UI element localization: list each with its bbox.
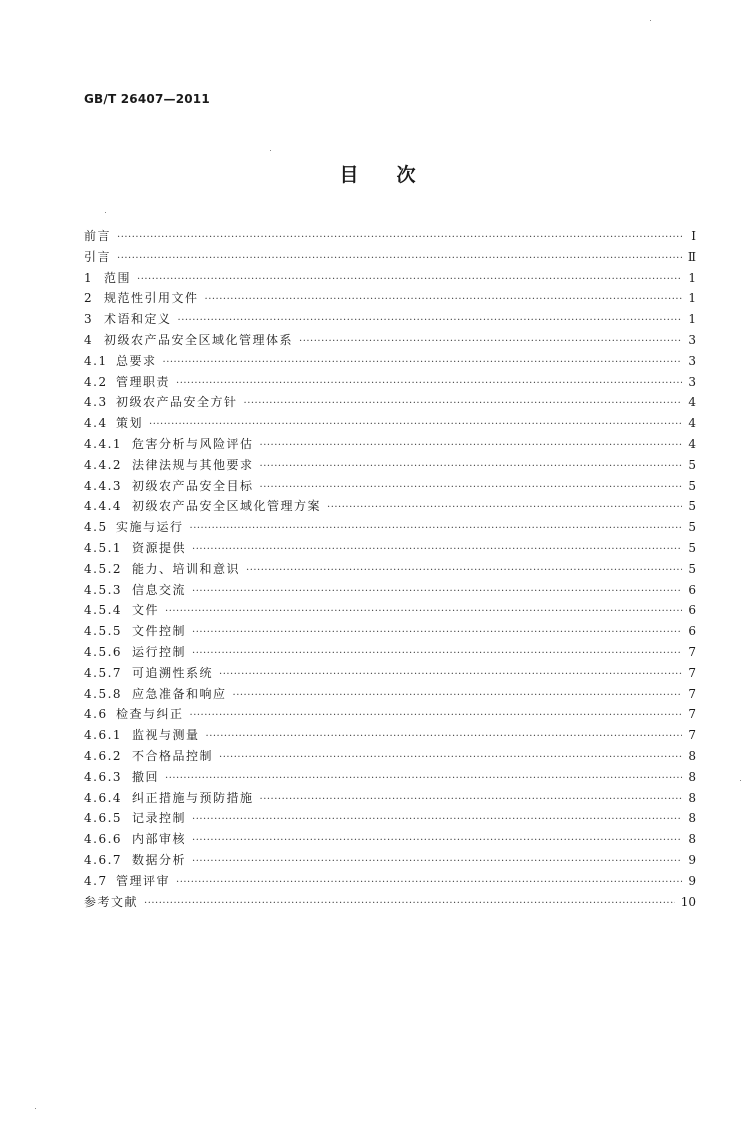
toc-entry-label: 监视与测量 [132,728,200,743]
toc-entry [84,351,696,372]
toc-entry-number: 4.5.1 [84,540,123,555]
dot-leader [176,374,682,395]
toc-entry-label: 不合格品控制 [132,748,214,763]
toc-entry-label: 能力、培训和意识 [132,561,241,576]
toc-entry [84,309,696,330]
toc-entry-number: 2 [84,291,94,306]
toc-entry [84,372,696,393]
toc-entry-page: 7 [688,707,696,722]
dot-leader [144,894,675,915]
toc-entry-number: 4.5.4 [84,603,123,618]
toc-entry-label: 法律法规与其他要求 [132,457,254,472]
dot-leader [233,686,682,707]
table-of-contents [84,226,696,912]
toc-entry-label: 文件 [132,603,160,618]
toc-entry [84,455,696,476]
toc-entry-label: 危害分析与风险评估 [132,436,254,451]
dot-leader [192,831,682,852]
toc-entry [84,226,696,247]
scan-speck [35,1108,36,1109]
dot-leader [178,311,682,332]
toc-entry-page: 5 [688,478,696,493]
toc-entry-number: 4.6.5 [84,811,123,826]
toc-entry [84,892,696,913]
toc-entry-page: 9 [688,873,696,888]
toc-entry-label: 撤回 [132,769,160,784]
dot-leader [192,623,682,644]
toc-entry-label: 术语和定义 [104,312,172,327]
dot-leader [260,478,682,499]
dot-leader [149,415,682,436]
toc-entry-number: 4 [84,332,94,347]
toc-entry [84,704,696,725]
toc-entry-page: 5 [688,457,696,472]
toc-entry-label: 参考文献 [84,894,139,909]
toc-entry-label: 规范性引用文件 [104,291,199,306]
toc-entry-number: 3 [84,312,94,327]
toc-entry-label: 资源提供 [132,540,187,555]
dot-leader [219,665,682,686]
toc-entry [84,434,696,455]
toc-entry-page: Ⅰ [691,229,696,243]
toc-entry [84,288,696,309]
toc-entry-label: 管理职责 [116,374,171,389]
toc-entry-number: 4.6.3 [84,769,123,784]
dot-leader [260,457,682,478]
dot-leader [192,852,682,873]
toc-entry-number: 4.5.7 [84,665,123,680]
toc-entry [84,538,696,559]
toc-entry-page: 3 [688,332,696,347]
toc-entry-label: 数据分析 [132,852,187,867]
toc-entry [84,247,696,268]
toc-entry-page: 5 [688,540,696,555]
toc-entry-page: 6 [688,582,696,597]
toc-entry-page: 7 [688,644,696,659]
toc-entry [84,392,696,413]
toc-entry [84,829,696,850]
toc-entry-page: 7 [688,686,696,701]
toc-entry-page: 8 [688,790,696,805]
toc-entry-page: 1 [688,291,696,306]
toc-entry [84,517,696,538]
toc-entry-label: 可追溯性系统 [132,665,214,680]
toc-entry [84,580,696,601]
toc-entry-label: 管理评审 [116,873,171,888]
toc-entry-number: 4.2 [84,374,108,389]
toc-entry-label: 内部审核 [132,832,187,847]
toc-entry-number: 4.5.2 [84,561,123,576]
toc-entry [84,871,696,892]
toc-entry-page: 3 [688,353,696,368]
toc-entry [84,496,696,517]
dot-leader [163,353,682,374]
dot-leader [206,727,682,748]
toc-entry-page: 10 [680,894,696,909]
toc-entry [84,642,696,663]
toc-entry-label: 范围 [104,270,132,285]
toc-entry-page: 8 [688,769,696,784]
scan-speck [650,20,651,21]
toc-entry-number: 4.6 [84,707,108,722]
toc-entry-page: 5 [688,520,696,535]
toc-entry-number: 4.4.4 [84,499,123,514]
dot-leader [192,540,682,561]
dot-leader [246,561,682,582]
toc-entry-label: 文件控制 [132,624,187,639]
standard-code: GB/T 26407—2011 [84,92,210,106]
toc-entry-number: 4.3 [84,395,108,410]
toc-entry-page: 1 [688,270,696,285]
toc-entry [84,330,696,351]
dot-leader [165,602,682,623]
toc-entry-label: 引言 [84,249,112,264]
toc-entry-label: 前言 [84,229,112,243]
page-title: 目次 [339,164,454,186]
toc-entry-page: Ⅱ [687,249,696,264]
dot-leader [299,332,682,353]
toc-entry-number: 4.6.2 [84,748,123,763]
dot-leader [165,769,682,790]
toc-entry-page: 5 [688,499,696,514]
dot-leader [176,873,682,894]
toc-entry [84,621,696,642]
toc-entry [84,268,696,289]
toc-entry-label: 信息交流 [132,582,187,597]
toc-entry-number: 4.5.6 [84,644,123,659]
dot-leader [244,394,682,415]
dot-leader [205,290,682,311]
toc-entry-number: 4.1 [84,353,108,368]
toc-entry-page: 8 [688,748,696,763]
toc-entry-label: 初级农产品安全区域化管理体系 [104,332,294,347]
toc-entry-label: 策划 [116,416,144,431]
toc-entry-page: 4 [688,436,696,451]
dot-leader [117,228,682,249]
toc-entry-page: 3 [688,374,696,389]
toc-entry-page: 7 [688,728,696,743]
toc-entry-number: 4.5 [84,520,108,535]
toc-entry-page: 8 [688,811,696,826]
toc-entry [84,476,696,497]
toc-entry-page: 6 [688,603,696,618]
toc-entry [84,725,696,746]
toc-entry [84,559,696,580]
dot-leader [260,436,682,457]
toc-entry-label: 初级农产品安全区域化管理方案 [132,499,322,514]
toc-entry-label: 应急准备和响应 [132,686,227,701]
toc-entry-page: 7 [688,665,696,680]
dot-leader [192,644,682,665]
toc-entry-number: 4.6.6 [84,832,123,847]
toc-entry [84,663,696,684]
toc-entry-number: 1 [84,270,94,285]
dot-leader [260,790,682,811]
toc-entry-page: 4 [688,416,696,431]
dot-leader [327,498,682,519]
dot-leader [190,519,682,540]
toc-entry [84,808,696,829]
toc-entry-number: 4.6.1 [84,728,123,743]
toc-entry-label: 初级农产品安全方针 [116,395,238,410]
toc-entry [84,788,696,809]
toc-entry [84,684,696,705]
toc-entry-page: 5 [688,561,696,576]
dot-leader [192,810,682,831]
dot-leader [192,582,682,603]
scan-speck [740,780,741,781]
dot-leader [190,706,682,727]
toc-entry-number: 4.4.2 [84,457,123,472]
dot-leader [117,249,682,270]
toc-entry-number: 4.6.7 [84,852,123,867]
toc-entry-page: 4 [688,395,696,410]
toc-entry-label: 总要求 [116,353,157,368]
toc-entry [84,600,696,621]
toc-entry-page: 6 [688,624,696,639]
toc-entry-label: 实施与运行 [116,520,184,535]
toc-entry-number: 4.6.4 [84,790,123,805]
toc-entry-number: 4.5.3 [84,582,123,597]
toc-entry-label: 初级农产品安全目标 [132,478,254,493]
scan-speck [105,212,106,213]
toc-entry-label: 运行控制 [132,644,187,659]
toc-entry [84,746,696,767]
dot-leader [219,748,682,769]
toc-entry-number: 4.4 [84,416,108,431]
dot-leader [137,270,682,291]
toc-entry-label: 纠正措施与预防措施 [132,790,254,805]
toc-entry-number: 4.5.8 [84,686,123,701]
toc-entry-number: 4.4.3 [84,478,123,493]
toc-entry-number: 4.4.1 [84,436,123,451]
toc-entry [84,767,696,788]
toc-entry-page: 1 [688,312,696,327]
toc-entry-label: 检查与纠正 [116,707,184,722]
toc-entry-number: 4.7 [84,873,108,888]
toc-entry-label: 记录控制 [132,811,187,826]
scan-speck [270,150,271,151]
toc-entry [84,850,696,871]
toc-entry-page: 9 [688,852,696,867]
toc-entry-page: 8 [688,832,696,847]
toc-entry [84,413,696,434]
toc-entry-number: 4.5.5 [84,624,123,639]
